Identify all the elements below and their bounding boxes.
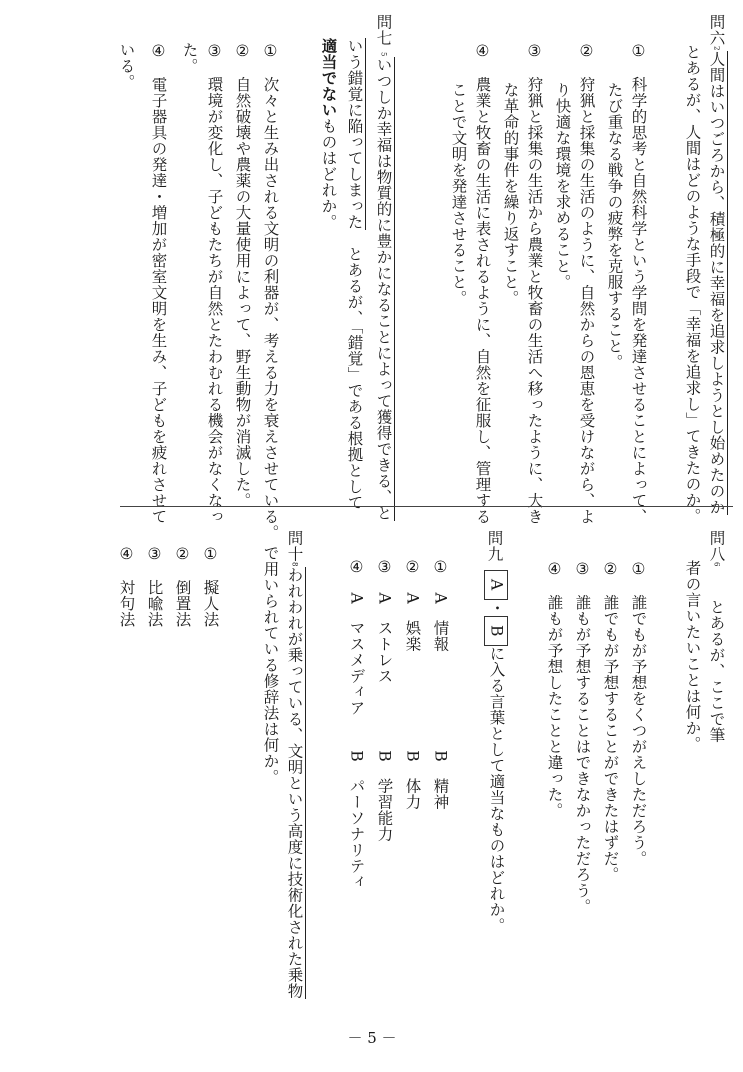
q10-stem-line2: で用いられている修辞法は何か。: [261, 545, 280, 785]
q7-stem-line2: いう錯覚に陥ってしまった とあるが、「錯覚」である根拠として: [345, 38, 364, 511]
q7-option-1: ① 次々と生み出される文明の利器が、考える力を衰えさせている。: [261, 42, 280, 541]
q10-number: 問十: [285, 530, 304, 562]
q10-option-1: ① 擬人法: [201, 545, 220, 628]
q7-underlined-1: いつしか幸福は物質的に豊かになることによって獲得できる、と: [374, 56, 393, 521]
q10-option-2: ② 倒置法: [173, 545, 192, 628]
q9-stem: A・Bに入る言葉として適当なものはどれか。: [482, 570, 510, 934]
q8-ref: 6: [712, 562, 721, 567]
q6-option-3-line2: な革命的事件を繰り返すこと。: [501, 82, 520, 306]
q6-option-4-line1: ④ 農業と牧畜の生活に表されるように、自然を征服し、管理する: [473, 42, 492, 525]
q6-stem-line2: とあるが、人間はどのような手段で「幸福を追求し」てきたのか。: [683, 44, 702, 524]
q7-underlined-2: いう錯覚に陥ってしまった: [345, 38, 364, 230]
q9-blank-b: B: [484, 616, 508, 646]
q9-option-2: ② A 娯楽B 体力: [403, 558, 422, 811]
q7-option-3-line1: ③ 環境が変化し、子どもたちが自然とたわむれる機会がなくなっ: [205, 42, 224, 525]
q9-option-4: ④ A マスメディアB パーソナリティ: [347, 558, 366, 891]
q7-not-appropriate: 適当でない: [319, 38, 339, 118]
q8-stem-line1: 問八6 とあるが、ここで筆: [707, 530, 726, 743]
q6-option-1-line1: ① 科学的思考と自然科学という学問を発達させることによって、: [629, 42, 648, 525]
q6-number: 問六: [707, 14, 726, 46]
section-divider: [120, 506, 733, 507]
q6-option-2-line1: ② 狩猟と採集の生活のように、自然からの恩恵を受けながら、よ: [577, 42, 596, 525]
q6-ref: 2: [712, 46, 721, 51]
q10-option-4: ④ 対句法: [117, 545, 136, 628]
page-number: － 5 －: [347, 1029, 397, 1047]
q6-option-2-line2: り快適な環境を求めること。: [553, 82, 572, 290]
q9-number: 問九: [485, 530, 504, 562]
q6-option-4-line2: ことで文明を発達させること。: [449, 82, 468, 306]
q8-option-2: ② 誰でもが予想することができたはずだ。: [601, 560, 620, 883]
q8-option-4: ④ 誰もが予想したことと違った。: [545, 560, 564, 819]
q9-blank-a: A: [484, 570, 508, 600]
q7-option-4-line1: ④ 電子器具の発達・増加が密室文明を生み、子どもを疲れさせて: [149, 42, 168, 525]
q7-option-3-line2: た。: [180, 42, 199, 74]
q10-underlined: われわれが乗っている、文明という高度に技術化された乗物: [285, 566, 304, 999]
q8-number: 問八: [707, 530, 726, 562]
q6-stem-line1: [708, 14, 724, 515]
q7-ref: 5: [379, 52, 388, 57]
q7-stem-line1: [375, 52, 391, 521]
q6-option-3-line1: ③ 狩猟と採集の生活から農業と牧畜の生活へ移ったように、大き: [525, 42, 544, 525]
q7-stem-line3: 適当でないものはどれか。: [319, 38, 339, 230]
q7-number: 問七: [374, 14, 393, 46]
q7-option-2: ② 自然破壊や農薬の大量使用によって、野生動物が消滅した。: [233, 42, 252, 509]
q10-ref: 8: [290, 562, 299, 567]
q6-option-1-line2: たび重なる戦争の疲弊を克服すること。: [605, 82, 624, 370]
q8-option-3: ③ 誰もが予想することはできなかっただろう。: [573, 560, 592, 915]
q6-underlined: 人間はいつごろから、積極的に幸福を追求しようとし始めたのか: [707, 50, 726, 515]
q10-option-3: ③ 比喩法: [145, 545, 164, 628]
q10-stem-line1: [286, 530, 302, 999]
q9-option-1: ① A 情報B 精神: [431, 558, 450, 811]
q8-option-1: ① 誰でもが予想をくつがえしただろう。: [629, 560, 648, 867]
q9-option-3: ③ A ストレスB 学習能力: [375, 558, 394, 843]
q7-option-4-line2: いる。: [117, 42, 136, 90]
q8-stem-line2: 者の言いたいことは何か。: [683, 560, 702, 752]
